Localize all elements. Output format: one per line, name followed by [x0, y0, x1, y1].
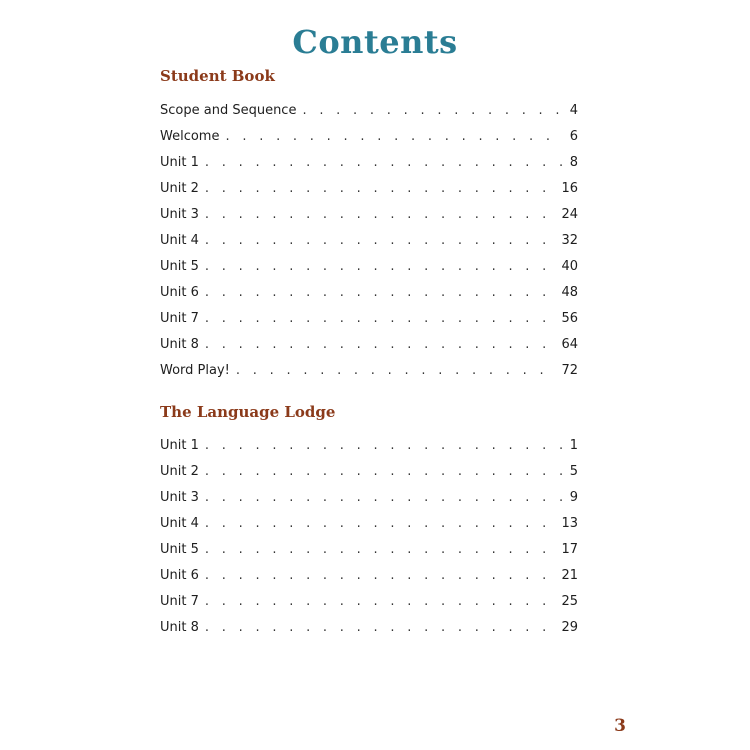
section-heading-student-book: Student Book [160, 67, 275, 85]
toc-entry-page: 29 [561, 620, 578, 635]
toc-entry-label: Unit 7 [160, 311, 199, 326]
toc-entry-label: Unit 4 [160, 516, 199, 531]
toc-entry-page: 9 [569, 490, 578, 505]
toc-entry-label: Unit 5 [160, 542, 199, 557]
toc-entry [160, 306, 578, 332]
toc-entry [160, 459, 578, 485]
toc-entry [160, 511, 578, 537]
toc-entry-label: Unit 7 [160, 594, 199, 609]
toc-entry-label: Unit 2 [160, 181, 199, 196]
toc-entry-label: Unit 8 [160, 620, 199, 635]
toc-entry-label: Unit 1 [160, 155, 199, 170]
toc-entry-label: Unit 8 [160, 337, 199, 352]
toc-entry-page: 1 [569, 438, 578, 453]
toc-entry-label: Unit 4 [160, 233, 199, 248]
toc-list-language-lodge [160, 433, 578, 641]
toc-entry-label: Welcome [160, 129, 220, 144]
toc-entry-page: 24 [561, 207, 578, 222]
toc-entry-label: Unit 2 [160, 464, 199, 479]
toc-dot-leader [205, 615, 556, 641]
toc-entry-label: Unit 3 [160, 207, 199, 222]
toc-dot-leader [205, 150, 564, 176]
toc-entry-label: Unit 6 [160, 285, 199, 300]
toc-entry-label: Word Play! [160, 363, 230, 378]
page-title: Contents [292, 23, 458, 61]
toc-dot-leader [205, 563, 556, 589]
page-number: 3 [614, 716, 626, 736]
toc-dot-leader [205, 254, 556, 280]
toc-entry-page: 21 [561, 568, 578, 583]
toc-entry-label: Unit 3 [160, 490, 199, 505]
toc-entry-page: 56 [561, 311, 578, 326]
toc-entry-page: 72 [561, 363, 578, 378]
toc-entry [160, 150, 578, 176]
toc-entry [160, 202, 578, 228]
toc-entry [160, 228, 578, 254]
toc-dot-leader [205, 537, 556, 563]
toc-dot-leader [205, 511, 556, 537]
toc-dot-leader [205, 589, 556, 615]
toc-entry-page: 17 [561, 542, 578, 557]
toc-list-student-book [160, 98, 578, 384]
toc-entry-page: 6 [569, 129, 578, 144]
toc-dot-leader [205, 280, 556, 306]
toc-entry-page: 4 [569, 103, 578, 118]
toc-entry [160, 589, 578, 615]
toc-dot-leader [205, 228, 556, 254]
toc-dot-leader [205, 306, 556, 332]
toc-entry-page: 48 [561, 285, 578, 300]
toc-entry [160, 485, 578, 511]
toc-dot-leader [236, 358, 556, 384]
toc-dot-leader [205, 176, 556, 202]
toc-entry [160, 254, 578, 280]
toc-entry [160, 98, 578, 124]
toc-entry-page: 25 [561, 594, 578, 609]
toc-dot-leader [302, 98, 563, 124]
toc-entry [160, 563, 578, 589]
toc-dot-leader [205, 485, 564, 511]
toc-entry [160, 124, 578, 150]
toc-entry [160, 433, 578, 459]
toc-dot-leader [205, 433, 564, 459]
toc-entry [160, 615, 578, 641]
toc-entry-page: 32 [561, 233, 578, 248]
toc-entry-label: Unit 6 [160, 568, 199, 583]
section-heading-language-lodge: The Language Lodge [160, 403, 336, 421]
toc-entry [160, 280, 578, 306]
toc-entry-label: Scope and Sequence [160, 103, 297, 118]
toc-dot-leader [225, 124, 563, 150]
toc-entry [160, 176, 578, 202]
toc-entry-page: 64 [561, 337, 578, 352]
toc-entry [160, 358, 578, 384]
toc-entry-page: 8 [569, 155, 578, 170]
toc-dot-leader [205, 202, 556, 228]
toc-entry [160, 537, 578, 563]
toc-entry-page: 13 [561, 516, 578, 531]
toc-entry-label: Unit 1 [160, 438, 199, 453]
toc-entry-page: 5 [569, 464, 578, 479]
toc-entry-page: 40 [561, 259, 578, 274]
toc-entry-label: Unit 5 [160, 259, 199, 274]
toc-entry [160, 332, 578, 358]
toc-dot-leader [205, 332, 556, 358]
toc-dot-leader [205, 459, 564, 485]
toc-entry-page: 16 [561, 181, 578, 196]
